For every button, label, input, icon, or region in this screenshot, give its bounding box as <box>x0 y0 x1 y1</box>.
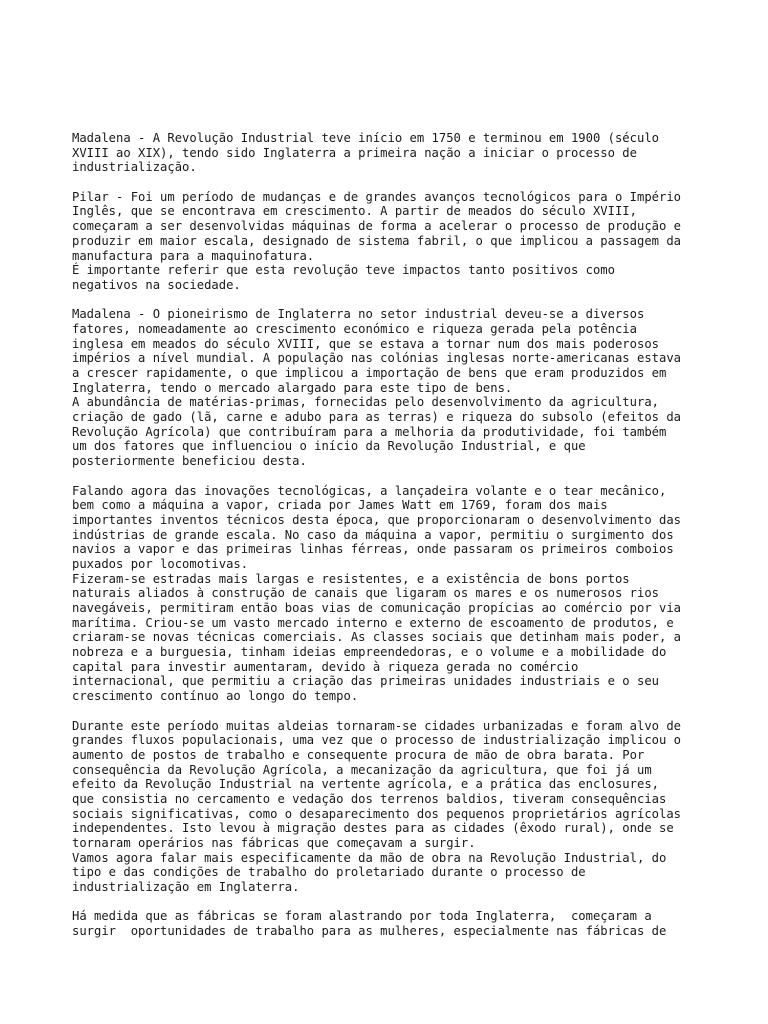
text-line: nobreza e a burguesia, tinham ideias empreendedoras, e o volume e a mobilidade do <box>72 645 667 660</box>
text-line: indústrias de grande escala. No caso da máquina a vapor, permitiu o surgimento dos <box>72 527 674 542</box>
text-line: importantes inventos técnicos desta época, que proporcionaram o desenvolvimento das <box>72 512 682 527</box>
text-line: Madalena - A Revolução Industrial teve início em 1750 e terminou em 1900 (século <box>72 131 659 145</box>
text-line: tipo e das condições de trabalho do proletariado durante o processo de <box>72 865 586 880</box>
text-line: um dos fatores que influenciou o início da Revolução Industrial, e que <box>72 439 586 454</box>
text-line: criação de gado (lã, carne e adubo para as terras) e riqueza do subsolo (efeitos da <box>72 410 682 425</box>
text-line: grandes fluxos populacionais, uma vez que o processo de industrialização implicou o <box>72 733 682 748</box>
document-page <box>72 131 704 954</box>
text-line: a crescer rapidamente, o que implicou a importação de bens que eram produzidos em <box>72 366 667 380</box>
text-line: impérios a nível mundial. A população nas colónias inglesas norte-americanas estava <box>72 351 682 366</box>
text-line: consequência da Revolução Agrícola, a mecanização da agricultura, que foi já um <box>72 762 652 777</box>
text-line: industrialização. <box>72 160 197 175</box>
text-line: criaram-se novas técnicas comerciais. As classes sociais que detinham mais poder, a <box>72 630 682 645</box>
text-line: puxados por locomotivas. <box>72 556 249 571</box>
text-line: capital para investir aumentaram, devido à riqueza gerada no comércio <box>72 659 579 674</box>
paragraph-revolution-dates <box>72 131 704 175</box>
text-line: Fizeram-se estradas mais largas e resistentes, e a existência de bons portos <box>72 571 630 586</box>
text-line: crescimento contínuo ao longo do tempo. <box>72 689 359 704</box>
text-line: naturais aliados à construção de canais que ligaram os mares e os numerosos rios <box>72 586 659 601</box>
text-line: industrialização em Inglaterra. <box>72 880 300 895</box>
text-line: É importante referir que esta revolução teve impactos tanto positivos como <box>72 263 615 278</box>
text-line: aumento de postos de trabalho e consequente procura de mão de obra barata. Por <box>72 747 645 762</box>
text-line: produzir em maior escala, designado de sistema fabril, o que implicou a passagem da <box>72 233 682 248</box>
text-line: Inglaterra, tendo o mercado alargado para este tipo de bens. <box>72 380 513 395</box>
paragraph-pilar-intro <box>72 190 704 293</box>
text-line: independentes. Isto levou à migração destes para as cidades (êxodo rural), onde se <box>72 821 674 836</box>
text-line: Inglês, que se encontrava em crescimento. A partir de meados do século XVIII, <box>72 204 637 219</box>
text-line: A abundância de matérias-primas, fornecidas pelo desenvolvimento da agricultura, <box>72 395 659 410</box>
text-line: inglesa em meados do século XVIII, que se estava a tornar num dos mais poderosos <box>72 336 659 351</box>
text-line: que consistia no cercamento e vedação dos terrenos baldios, tiveram consequências <box>72 791 667 806</box>
text-line: XVIII ao XIX), tendo sido Inglaterra a primeira nação a iniciar o processo de <box>72 145 637 160</box>
text-line: navios a vapor e das primeiras linhas férreas, onde passaram os primeiros comboios <box>72 542 674 557</box>
paragraph-urbanization <box>72 719 704 895</box>
text-line: posteriormente beneficiou desta. <box>72 454 307 469</box>
text-line: Há medida que as fábricas se foram alastrando por toda Inglaterra, começaram a <box>72 909 652 924</box>
text-line: Madalena - O pioneirismo de Inglaterra no setor industrial deveu-se a diversos <box>72 307 645 322</box>
text-line: fatores, nomeadamente ao crescimento económico e riqueza gerada pela potência <box>72 321 637 336</box>
text-line: Durante este período muitas aldeias tornaram-se cidades urbanizadas e foram alvo de <box>72 718 682 733</box>
text-line: surgir oportunidades de trabalho para as mulheres, especialmente nas fábricas de <box>72 924 667 939</box>
text-line: Revolução Agrícola) que contribuíram para a melhoria da produtividade, foi também <box>72 424 667 439</box>
paragraph-pioneering <box>72 307 704 469</box>
text-line: sociais significativas, como o desaparecimento dos pequenos proprietários agrícolas <box>72 806 682 821</box>
text-line: Falando agora das inovações tecnológicas, a lançadeira volante e o tear mecânico, <box>72 483 667 498</box>
paragraph-technological-innovations <box>72 484 704 704</box>
text-line: manufactura para a maquinofatura. <box>72 248 315 263</box>
text-line: Pilar - Foi um período de mudanças e de grandes avanços tecnológicos para o Império <box>72 189 682 204</box>
text-line: marítima. Criou-se um vasto mercado interno e externo de escoamento de produtos, e <box>72 615 674 630</box>
text-line: internacional, que permitiu a criação das primeiras unidades industriais e o seu <box>72 674 659 689</box>
text-line: efeito da Revolução Industrial na vertente agrícola, e a prática das enclosures, <box>72 777 659 792</box>
text-line: tornaram operários nas fábricas que começavam a surgir. <box>72 836 476 850</box>
text-line: negativos na sociedade. <box>72 277 241 292</box>
text-line: navegáveis, permitiram então boas vias de comunicação propícias ao comércio por via <box>72 601 682 615</box>
text-line: Vamos agora falar mais especificamente da mão de obra na Revolução Industrial, do <box>72 850 667 865</box>
paragraph-women-labor <box>72 909 704 938</box>
text-line: bem como a máquina a vapor, criada por James Watt em 1769, foram dos mais <box>72 498 608 513</box>
text-line: começaram a ser desenvolvidas máquinas de forma a acelerar o processo de produção e <box>72 219 682 234</box>
